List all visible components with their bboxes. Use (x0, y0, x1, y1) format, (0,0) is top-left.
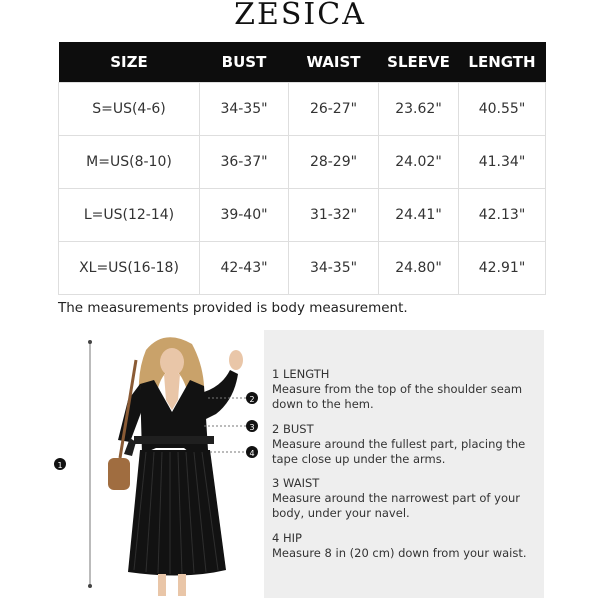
header-size: SIZE (59, 42, 200, 83)
cell-waist: 26-27" (289, 83, 379, 136)
instruction-heading: 2 BUST (272, 422, 314, 436)
cell-length: 40.55" (459, 83, 546, 136)
cell-waist: 31-32" (289, 189, 379, 242)
table-row (59, 242, 546, 295)
instruction-heading: 4 HIP (272, 531, 302, 545)
svg-text:1: 1 (57, 461, 63, 470)
instruction-text: Measure 8 in (20 cm) down from your waist. (272, 546, 527, 560)
table-row (59, 136, 546, 189)
instruction-text: Measure around the fullest part, placing the tape close up under the arms. (272, 437, 526, 466)
instruction-hip (272, 531, 542, 561)
instruction-text: Measure around the narrowest part of your body, under your navel. (272, 491, 520, 520)
instruction-text: Measure from the top of the shoulder seam down to the hem. (272, 382, 523, 411)
brand-logo: ZESICA (234, 0, 366, 32)
instruction-heading: 3 WAIST (272, 476, 320, 490)
header-waist: WAIST (289, 42, 379, 83)
svg-text:3: 3 (249, 423, 255, 432)
cell-bust: 42-43" (200, 242, 289, 295)
model-photo (54, 330, 266, 600)
marker-3 (246, 420, 258, 432)
measurement-note: The measurements provided is body measurement. (58, 300, 408, 316)
cell-sleeve: 24.80" (379, 242, 459, 295)
cell-length: 42.13" (459, 189, 546, 242)
table-row (59, 189, 546, 242)
instruction-bust (272, 422, 542, 467)
size-chart-table (58, 42, 546, 295)
cell-size: L=US(12-14) (59, 189, 200, 242)
cell-sleeve: 23.62" (379, 83, 459, 136)
cell-waist: 28-29" (289, 136, 379, 189)
measurement-guide-panel (264, 330, 544, 598)
table-header-row (59, 42, 546, 83)
cell-bust: 34-35" (200, 83, 289, 136)
cell-size: S=US(4-6) (59, 83, 200, 136)
cell-length: 41.34" (459, 136, 546, 189)
instruction-length (272, 367, 542, 412)
marker-2 (246, 392, 258, 404)
cell-size: XL=US(16-18) (59, 242, 200, 295)
svg-text:2: 2 (249, 395, 255, 404)
cell-bust: 39-40" (200, 189, 289, 242)
instruction-waist (272, 476, 542, 521)
cell-length: 42.91" (459, 242, 546, 295)
header-bust: BUST (200, 42, 289, 83)
header-sleeve: SLEEVE (379, 42, 459, 83)
marker-4 (246, 446, 258, 458)
svg-text:4: 4 (249, 449, 255, 458)
table-row (59, 83, 546, 136)
instruction-heading: 1 LENGTH (272, 367, 330, 381)
marker-1 (54, 458, 66, 470)
cell-size: M=US(8-10) (59, 136, 200, 189)
cell-sleeve: 24.02" (379, 136, 459, 189)
cell-waist: 34-35" (289, 242, 379, 295)
cell-sleeve: 24.41" (379, 189, 459, 242)
cell-bust: 36-37" (200, 136, 289, 189)
header-length: LENGTH (459, 42, 546, 83)
